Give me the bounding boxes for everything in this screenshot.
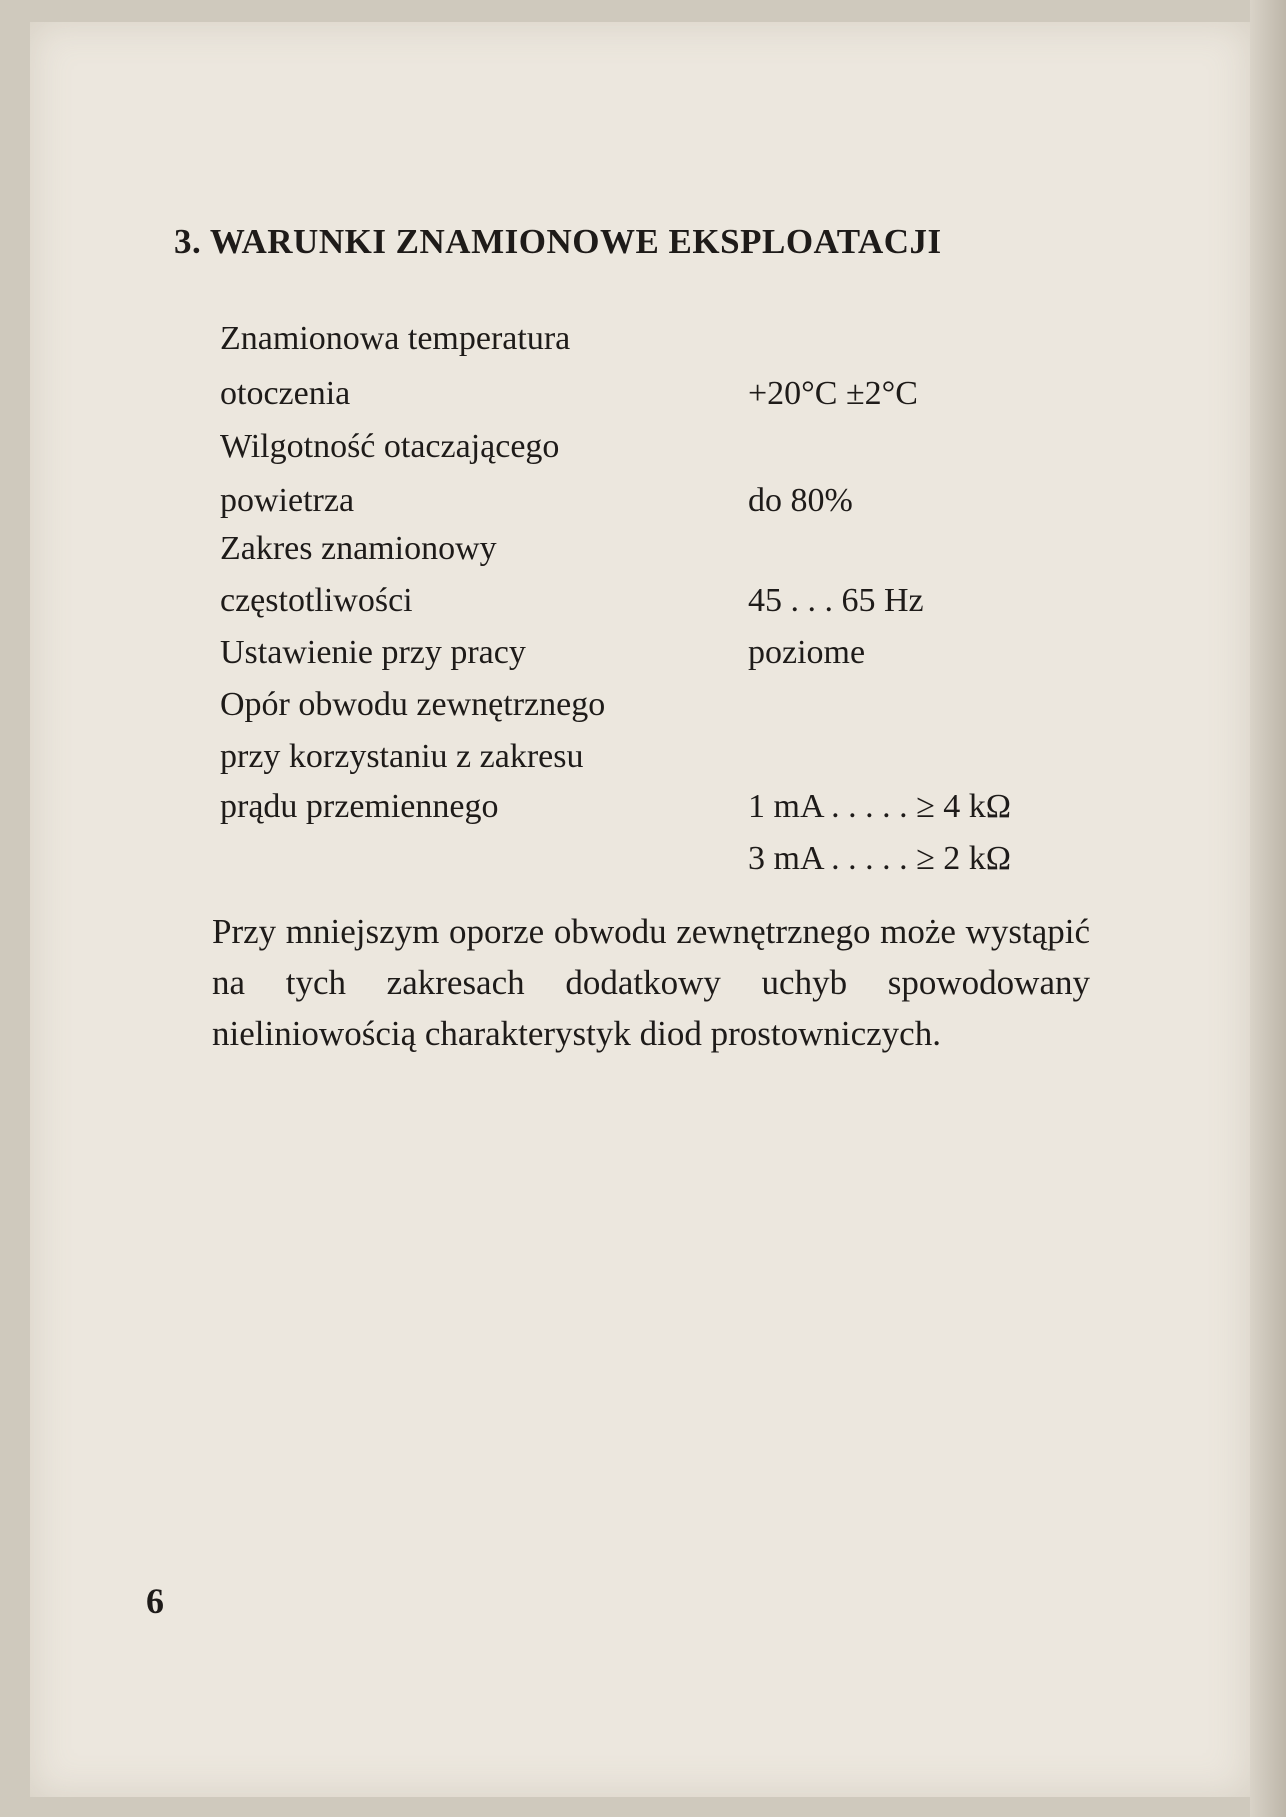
page-edge bbox=[1250, 0, 1286, 1817]
spec-value-humidity: do 80% bbox=[748, 482, 853, 519]
note-paragraph: Przy mniejszym oporze obwodu zewnętrznego może wystąpić na tych zakresach dodatkowy uchyb spowodowany nieliniowością charakterystyk diod prostowniczych. bbox=[212, 912, 1090, 1053]
spec-label: przy korzystaniu z zakresu bbox=[220, 738, 584, 775]
spec-label: Opór obwodu zewnętrznego bbox=[220, 686, 606, 723]
spec-label: Zakres znamionowy bbox=[220, 530, 497, 567]
spec-value-resistance-1ma: 1 mA . . . . . ≥ 4 kΩ bbox=[748, 788, 1012, 825]
spec-value-temperature: +20°C ±2°C bbox=[748, 375, 918, 412]
spec-value-frequency: 45 . . . 65 Hz bbox=[748, 582, 924, 619]
spec-label: Ustawienie przy pracy bbox=[220, 634, 526, 671]
section-heading: 3. WARUNKI ZNAMIONOWE EKSPLOATACJI bbox=[174, 222, 942, 261]
spec-label: prądu przemiennego bbox=[220, 788, 499, 825]
spec-label: częstotliwości bbox=[220, 582, 413, 619]
spec-label: Wilgotność otaczającego bbox=[220, 428, 560, 465]
page-number: 6 bbox=[146, 1581, 164, 1621]
spec-value-resistance-3ma: 3 mA . . . . . ≥ 2 kΩ bbox=[748, 840, 1012, 877]
spec-label: otoczenia bbox=[220, 375, 351, 412]
spec-value-position: poziome bbox=[748, 634, 866, 671]
spec-label: Znamionowa temperatura bbox=[220, 320, 571, 357]
spec-label: powietrza bbox=[220, 482, 355, 519]
